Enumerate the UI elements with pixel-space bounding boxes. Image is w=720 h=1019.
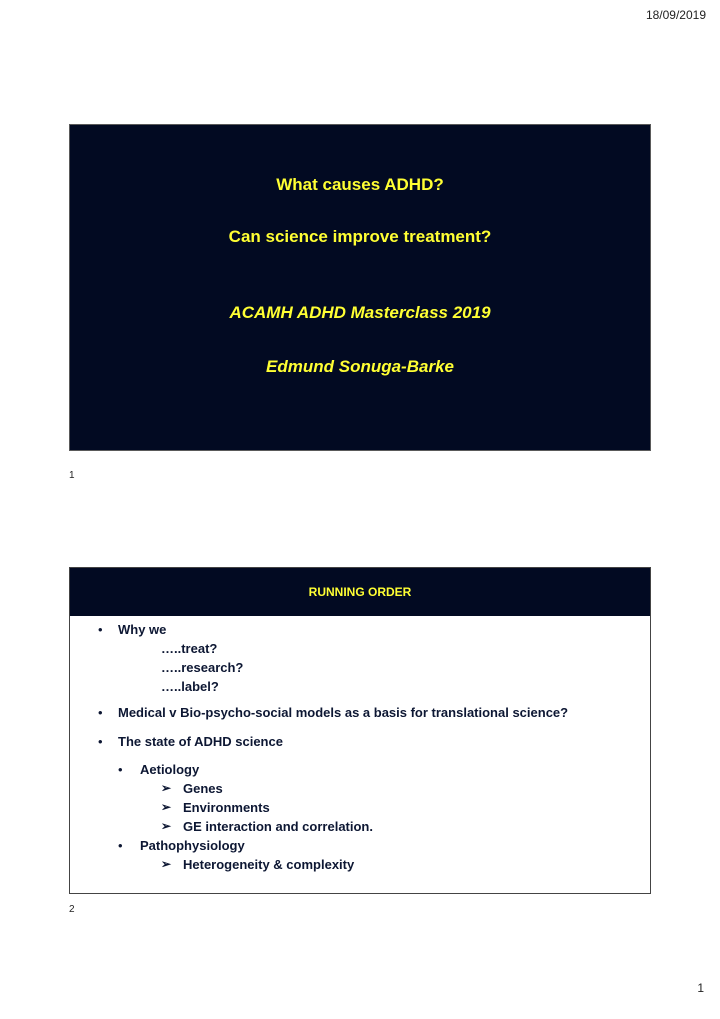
sub-item: …..treat? [161, 641, 218, 656]
arrow-bullet-icon: ➢ [161, 781, 172, 795]
slide-title-line-2: Can science improve treatment? [228, 227, 492, 246]
sub-item: …..research? [161, 660, 244, 675]
title-slide [69, 124, 651, 451]
bullet-marker: • [118, 838, 123, 853]
slide-number-1: 1 [69, 470, 75, 481]
speaker-name: Edmund Sonuga-Barke [266, 357, 454, 376]
arrow-item: Environments [183, 800, 270, 815]
list-item: Medical v Bio-psycho-social models as a basis for translational science? [118, 705, 569, 720]
list-item: Why we [118, 622, 167, 637]
event-name: ACAMH ADHD Masterclass 2019 [229, 303, 491, 322]
arrow-item: GE interaction and correlation. [183, 819, 373, 834]
slide-title-line-1: What causes ADHD? [276, 175, 444, 194]
arrow-bullet-icon: ➢ [161, 857, 172, 871]
slide-header: RUNNING ORDER [70, 568, 650, 616]
list-item: The state of ADHD science [118, 734, 283, 749]
slide-body [70, 616, 650, 893]
arrow-bullet-icon: ➢ [161, 800, 172, 814]
bullet-marker: • [118, 762, 123, 777]
bullet-marker: • [98, 734, 103, 749]
page-number: 1 [697, 981, 704, 995]
bullet-marker: • [98, 622, 103, 637]
bullet-marker: • [98, 705, 103, 720]
arrow-item: Genes [183, 781, 223, 796]
sub-bullet: Pathophysiology [140, 838, 245, 853]
running-order-slide [69, 567, 651, 894]
page-date: 18/09/2019 [645, 8, 706, 22]
arrow-item: Heterogeneity & complexity [183, 857, 355, 872]
slide-number-2: 2 [69, 904, 75, 915]
sub-bullet: Aetiology [140, 762, 200, 777]
sub-item: …..label? [161, 679, 219, 694]
arrow-bullet-icon: ➢ [161, 819, 172, 833]
